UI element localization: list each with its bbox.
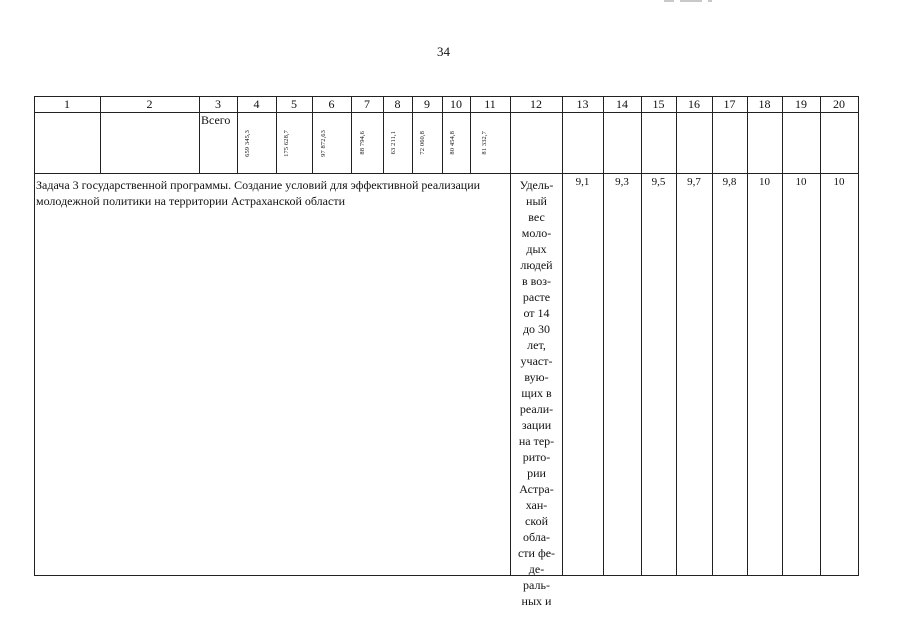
indicator-text-line: Удель- — [519, 178, 554, 192]
col-15-left-border — [641, 96, 642, 576]
indicator-text-line: щих в — [521, 386, 552, 400]
total-value-cell — [351, 114, 373, 172]
col-18-left-border — [747, 96, 748, 576]
column-number: 8 — [394, 97, 401, 111]
column-number: 15 — [652, 97, 665, 111]
total-value: 81 332,7 — [480, 131, 488, 155]
column-number: 14 — [616, 97, 628, 111]
indicator-value: 9,3 — [615, 176, 629, 188]
header-row-border — [34, 112, 858, 113]
indicator-text-line: реали- — [519, 402, 554, 416]
column-number: 4 — [253, 97, 260, 111]
indicator-description — [512, 177, 561, 608]
col-17-left-border — [712, 96, 713, 576]
col-12-left-border — [510, 96, 511, 576]
total-value-cell — [237, 114, 257, 172]
indicator-text-line: дых — [526, 242, 547, 256]
column-number: 6 — [328, 97, 335, 111]
task-description: Задача 3 государственной программы. Создание условий для эффективной реализации молодежной политики на территории Астраханской области — [36, 178, 481, 208]
indicator-text-line: в воз- — [522, 274, 551, 288]
total-value: 72 060,8 — [418, 131, 426, 155]
indicator-value: 9,5 — [651, 176, 666, 188]
indicator-text-line: людей — [520, 258, 553, 272]
column-number: 16 — [688, 97, 700, 111]
indicator-value: 9,1 — [575, 176, 590, 188]
totals-row-border — [34, 173, 858, 174]
total-value-cell — [276, 114, 296, 172]
column-number: 2 — [146, 97, 153, 111]
indicator-text-line: ных и — [521, 594, 552, 608]
indicator-text-line: зации — [521, 418, 552, 432]
indicator-text-line: участ- — [520, 354, 553, 368]
col-20-left-border — [820, 96, 821, 576]
column-number: 10 — [450, 97, 462, 111]
column-number: 12 — [530, 97, 542, 111]
total-value: 659 345,3 — [243, 129, 251, 157]
column-number: 19 — [795, 97, 807, 111]
table-right-border — [858, 96, 859, 576]
indicator-text-line: де- — [528, 562, 545, 576]
indicator-text-line: моло- — [521, 226, 552, 240]
indicator-value: 10 — [759, 176, 770, 188]
total-value-cell — [383, 114, 403, 172]
column-number: 18 — [758, 97, 771, 111]
indicator-text-line: вую- — [524, 370, 549, 384]
total-value-cell — [470, 114, 498, 172]
indicator-text-line: расте — [522, 290, 551, 304]
indicator-text-line: от 14 — [523, 306, 550, 320]
column-number: 5 — [291, 97, 297, 111]
indicator-text-line: рии — [527, 466, 546, 480]
indicator-text-line: обла- — [522, 530, 551, 544]
indicator-text-line: вес — [528, 210, 545, 224]
column-number: 9 — [424, 97, 430, 111]
indicator-text-line: раль- — [523, 578, 550, 592]
col-13-left-border — [562, 96, 563, 576]
totals-label: Всего — [201, 113, 231, 127]
indicator-text-line: ской — [525, 514, 548, 528]
indicator-value: 9,8 — [722, 176, 737, 188]
col-19-left-border — [782, 96, 783, 576]
indicator-text-line: хан- — [525, 498, 548, 512]
table-bottom-border — [34, 575, 858, 576]
indicator-text-line: до 30 — [522, 322, 551, 336]
indicator-text-line: сти фе- — [517, 546, 556, 560]
indicator-value: 9,7 — [687, 176, 701, 188]
col-16-left-border — [676, 96, 677, 576]
total-value: 80 454,8 — [448, 131, 456, 155]
column-number: 1 — [64, 97, 70, 111]
total-value-cell — [442, 114, 462, 172]
total-value-cell — [412, 114, 432, 172]
total-value: 97 872,63 — [319, 129, 327, 157]
column-number: 7 — [364, 97, 370, 111]
column-number: 20 — [833, 97, 845, 111]
column-number: 11 — [484, 97, 496, 111]
column-number: 17 — [723, 97, 736, 111]
col-14-left-border — [603, 96, 604, 576]
indicator-text-line: рито- — [522, 450, 551, 464]
total-value: 63 211,1 — [389, 131, 397, 155]
indicator-value: 10 — [833, 176, 845, 188]
indicator-text-line: ный — [526, 194, 547, 208]
indicator-text-line: Астра- — [519, 482, 554, 496]
column-number: 3 — [215, 97, 221, 111]
indicator-value: 10 — [795, 176, 807, 188]
page-number: 34 — [437, 44, 450, 59]
table-left-border — [34, 96, 35, 576]
indicator-text-line: на тер- — [518, 434, 555, 448]
total-value-cell — [312, 114, 334, 172]
total-value: 175 628,7 — [282, 129, 290, 157]
column-number: 13 — [576, 97, 589, 111]
total-value: 88 794,6 — [358, 131, 366, 155]
indicator-text-line: лет, — [527, 338, 546, 352]
